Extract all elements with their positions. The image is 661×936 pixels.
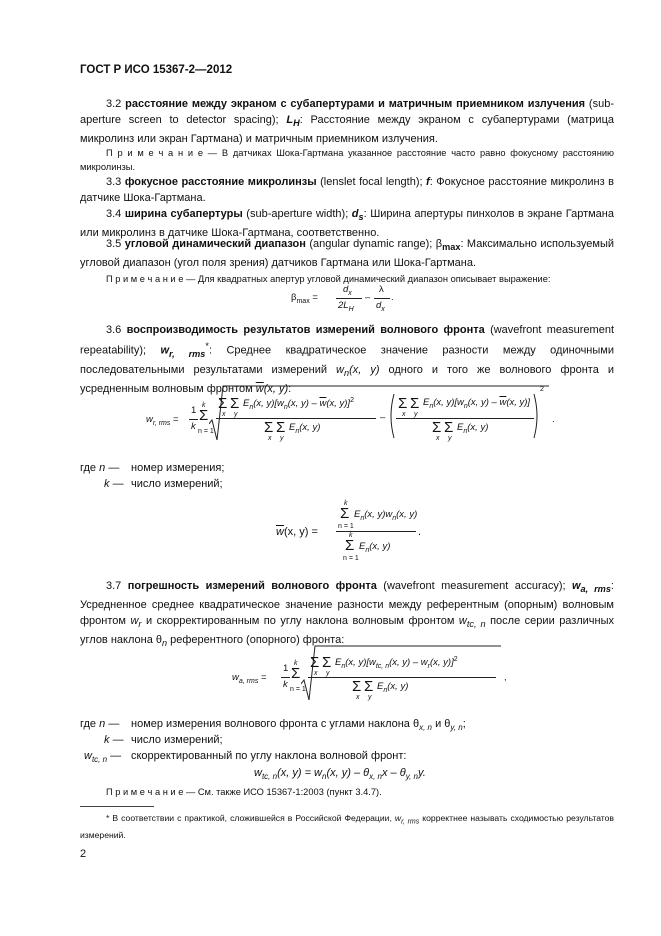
- symbol-sub: s: [358, 212, 364, 223]
- where-symbol: k: [104, 734, 110, 746]
- section-number: 3.2: [106, 98, 122, 110]
- formula-sub: y, n: [405, 772, 419, 782]
- formula-text: (x, y) –: [467, 397, 500, 408]
- fraction-bar: [308, 677, 496, 678]
- where-dash: —: [110, 750, 122, 762]
- formula-text: (x, y)[w: [345, 657, 376, 669]
- formula-text: E: [423, 397, 430, 408]
- symbol-sub: r, rms: [401, 818, 420, 826]
- note-3: [80, 785, 614, 799]
- formula-sub: y: [368, 694, 372, 701]
- formula-text: $\overline{w}$: [319, 398, 327, 410]
- definition: : Расстояние между экраном с субапертурами (матрица микролинз или экран Гартмана) и матричным приемником излучения.: [80, 114, 614, 146]
- where-text: и θ: [432, 718, 451, 730]
- where-text: число измерений;: [131, 478, 223, 490]
- formula-sub: n: [295, 427, 300, 435]
- formula-text: –: [365, 292, 371, 303]
- formula-text: (x, y)]: [326, 398, 351, 410]
- formula-text: (x, y): [396, 509, 418, 520]
- where-dash: —: [112, 478, 124, 490]
- formula-text: =: [312, 292, 318, 303]
- formula-text: (x, y) – θ: [326, 767, 370, 779]
- formula-text: k: [191, 421, 196, 432]
- symbol-sub: r, rms: [169, 348, 206, 359]
- symbol-sub: H: [293, 118, 300, 129]
- formula-sub: y: [414, 411, 418, 418]
- note-label: П р и м е ч а н и е: [106, 787, 184, 797]
- formula-text: Σ: [322, 654, 332, 671]
- footnote-text: В соответствии с практикой, сложившейся в Российской Федерации,: [109, 813, 395, 823]
- formula-sub: r, rms: [152, 419, 171, 427]
- formula-text: Σ: [432, 419, 442, 436]
- formula-text: d: [343, 284, 349, 295]
- formula-sub: max: [296, 297, 310, 305]
- definition: : Фокусное расстояние микролинз в датчике Шока-Гартмана.: [80, 176, 614, 204]
- formula-sub: k: [202, 402, 206, 409]
- symbol: w: [130, 615, 139, 628]
- where-symbol: n: [99, 462, 106, 474]
- definition: : Среднее квадратическое значение разности между одиночными последовательными результатами измерений: [80, 344, 614, 376]
- formula-text: E: [359, 541, 366, 552]
- formula-text: x – θ: [382, 767, 406, 779]
- formula-sub: y: [234, 411, 238, 418]
- definition: : Ширина апертуры пинхолов в экране Гартмана или микролинз в датчике Шока-Гартмана, соответственно.: [80, 208, 614, 240]
- symbol: w: [336, 363, 344, 376]
- formula-sub: a, rms: [238, 677, 259, 685]
- formula-sub: x: [268, 435, 272, 442]
- formula-sub: n = 1: [290, 686, 306, 693]
- term: угловой динамический диапазон: [124, 238, 306, 250]
- formula-text: $\overline{w}$: [499, 397, 507, 408]
- formula-text: (x, y)]: [506, 397, 531, 408]
- formula-sub: k: [294, 660, 298, 667]
- symbol: f: [426, 176, 430, 188]
- formula-sub: n: [283, 404, 288, 412]
- formula-text: Σ: [276, 419, 286, 436]
- formula-sub: n: [463, 402, 468, 410]
- formula-text: .: [391, 292, 394, 303]
- section-3-3: [80, 174, 614, 206]
- footnote-mark: *: [205, 341, 209, 351]
- footnote-text: корректнее называть сходимостью результатов измерений.: [80, 813, 614, 840]
- formula-text: (x, y): [283, 526, 309, 538]
- formula-sub: k: [349, 532, 353, 539]
- formula-text: 1: [283, 663, 289, 674]
- fraction-bar: [189, 419, 198, 420]
- definition: одного и того же волнового фронта и усредненным волновым фронтом: [80, 363, 614, 396]
- formula-sub: x: [348, 289, 352, 297]
- fraction-bar: [336, 531, 416, 532]
- symbol: d: [351, 208, 359, 220]
- formula-sub: y: [326, 670, 330, 677]
- definition: : Усредненное среднее квадратическое значение разности между референтным (опорным) волновым фронтом: [80, 580, 614, 628]
- symbol: w: [458, 615, 467, 628]
- formula-text: 1: [191, 405, 197, 416]
- formula-text: (x, y)w: [364, 509, 393, 520]
- formula-text: $\overline{w}$: [276, 526, 284, 538]
- term-english: (wavefront measurement repeatability);: [80, 324, 615, 357]
- note-label: П р и м е ч а н и е: [106, 274, 184, 284]
- footnote: [80, 812, 614, 842]
- formula-text: E: [243, 398, 250, 410]
- definition: референтного (опорного) фронта:: [167, 634, 345, 647]
- formula-text: E: [289, 422, 296, 433]
- formula-text: Σ: [352, 678, 362, 695]
- section-3-7: [80, 578, 614, 652]
- formula-sub: tc, n: [375, 663, 390, 671]
- term: расстояние между экраном с субапертурами и матричным приемником излучения: [125, 98, 586, 110]
- formula-sub: n: [429, 402, 434, 410]
- formula-text: 2L: [338, 300, 349, 311]
- formula-sub: 2: [350, 397, 354, 404]
- formula-text: w: [232, 672, 239, 683]
- formula-text: ,: [504, 672, 507, 683]
- note-label: П р и м е ч а н и е: [106, 148, 204, 158]
- formula-text: (x, y)[w: [253, 398, 284, 410]
- definition: после серии различных углов наклона: [80, 615, 614, 647]
- symbol: θ: [155, 634, 162, 647]
- formula-text: β: [291, 292, 297, 303]
- where-dash: —: [108, 718, 120, 730]
- formula-text: Σ: [310, 654, 320, 671]
- fraction-bar: [374, 298, 390, 299]
- term: погрешность измерений волнового фронта: [127, 580, 377, 592]
- formula-sub: 2: [453, 656, 458, 663]
- formula-text: Σ: [230, 395, 240, 412]
- formula-text: E: [457, 422, 464, 433]
- where-text: номер измерения волнового фронта с углами наклона θ: [131, 718, 420, 730]
- term-english: (angular dynamic range);: [305, 238, 436, 250]
- formula-sub: tc, n: [261, 772, 278, 782]
- formula-text: Σ: [345, 537, 355, 554]
- where-symbol: n: [99, 718, 106, 730]
- formula-text: (x, y) –: [287, 398, 320, 410]
- where-sub: y, n: [450, 723, 463, 733]
- where-dash: —: [108, 462, 120, 474]
- formula-sub: n: [383, 686, 388, 694]
- where-sub: tc, n: [91, 755, 108, 765]
- formula-sub: x, n: [369, 772, 382, 782]
- symbol-arg: (x, y): [349, 363, 380, 376]
- section-3-5: [80, 236, 614, 271]
- note-text: — Для квадратных апертур угловой динамический диапазон описывает выражение:: [183, 274, 551, 284]
- formula-tilt-correction: [254, 767, 426, 781]
- note-1: [80, 146, 614, 174]
- fraction-bar: [281, 677, 290, 678]
- where-dash: —: [112, 734, 124, 746]
- term: фокусное расстояние микролинзы: [124, 176, 317, 188]
- formula-text: =: [260, 672, 267, 683]
- footnote-mark: *: [106, 813, 110, 823]
- symbol: L: [286, 114, 294, 126]
- where-sub: x, n: [419, 723, 433, 733]
- formula-sub: k: [344, 500, 348, 507]
- formula-text: d: [376, 300, 382, 311]
- formula-sub: n = 1: [198, 428, 214, 435]
- symbol: w: [160, 344, 170, 357]
- formula-text: y.: [418, 767, 426, 779]
- formula-sub: n: [341, 663, 346, 671]
- symbol-sub: tc, n: [466, 619, 486, 630]
- formula-text: (x, y): [369, 541, 391, 552]
- symbol-sub: r: [138, 619, 142, 630]
- formula-sub: n: [463, 427, 468, 435]
- formula-text: E: [354, 509, 361, 520]
- term: воспроизводимость результатов измерений волнового фронта: [126, 324, 485, 336]
- where-text: ;: [462, 718, 466, 730]
- term-english: (wavefront measurement accuracy);: [376, 580, 572, 592]
- formula-sub: x: [314, 670, 318, 677]
- formula-text: (x, y): [387, 681, 409, 692]
- symbol-sub: n: [162, 638, 168, 649]
- formula-text: –: [380, 412, 386, 423]
- definition: и скорректированным по углу наклона волновым фронтом: [141, 615, 459, 628]
- formula-text: Σ: [199, 407, 209, 424]
- page-header: ГОСТ Р ИСО 15367-2—2012: [80, 64, 233, 76]
- formula-text: Σ: [410, 395, 420, 412]
- formula-text: Σ: [291, 665, 301, 682]
- section-number: 3.4: [106, 208, 122, 220]
- fraction-bar: [336, 298, 362, 299]
- formula-text: Σ: [218, 395, 228, 412]
- formula-text: w: [146, 414, 153, 425]
- formula-text: k: [283, 679, 288, 690]
- formula-text: (x, y): [299, 422, 321, 433]
- where-symbol: w: [84, 750, 92, 762]
- note-text: — В датчиках Шока-Гартмана указанное расстояние часто равно фокусному расстоянию микролинзы.: [80, 148, 614, 172]
- formula-sub: y: [280, 435, 284, 442]
- formula-text: E: [335, 657, 342, 669]
- footnote-separator: [80, 806, 154, 807]
- formula-sub: x: [402, 411, 406, 418]
- symbol: w: [394, 813, 402, 823]
- formula-sub: n: [249, 404, 254, 412]
- formula-text: Σ: [364, 678, 374, 695]
- formula-sub: 2: [540, 386, 544, 393]
- definition: :: [288, 383, 292, 396]
- where-text: скорректированный по углу наклона волновой фронт:: [131, 750, 407, 762]
- symbol-sub: a, rms: [580, 584, 611, 595]
- formula-sub: x: [222, 411, 226, 418]
- symbol: w: [571, 580, 581, 592]
- formula-text: w: [254, 767, 262, 779]
- formula-sub: x: [356, 694, 360, 701]
- formula-text: Σ: [264, 419, 274, 436]
- formula-text: λ: [379, 284, 384, 295]
- formula-sub: x: [436, 435, 440, 442]
- formula-text: .: [418, 526, 422, 538]
- term-english: (sub-aperture screen to detector spacing);: [80, 98, 614, 126]
- formula-text: (x, y): [467, 422, 489, 433]
- term-english: (lenslet focal length);: [316, 176, 427, 188]
- formula-text: Σ: [444, 419, 454, 436]
- formula-text: (x, y)]: [429, 657, 454, 669]
- formula-text: (x, y)[w: [433, 397, 464, 408]
- definition: : Максимально используемый угловой диапазон (угол поля зрения) датчиков Гартмана или Шока-Гартмана.: [80, 238, 614, 270]
- formula-sub: n: [360, 514, 365, 522]
- formula-text: .: [552, 414, 555, 425]
- symbol: β: [435, 238, 443, 250]
- fraction-bar: [216, 418, 376, 419]
- symbol-arg: (x, y): [263, 383, 289, 396]
- where-symbol: k: [104, 478, 110, 490]
- section-number: 3.7: [106, 580, 122, 592]
- page-number: 2: [80, 848, 87, 860]
- section-3-2: [80, 96, 614, 147]
- symbol-sub: max: [442, 242, 461, 253]
- formula-sub: H: [348, 305, 354, 313]
- formula-text: (x, y) = w: [277, 767, 322, 779]
- symbol: $\overline{w}$: [255, 383, 264, 396]
- where-text: номер измерения;: [131, 462, 225, 474]
- formula-sub: x: [381, 305, 385, 313]
- formula-text: E: [377, 681, 384, 692]
- section-number: 3.6: [106, 324, 122, 336]
- note-text: — См. также ИСО 15367-1:2003 (пункт 3.4.7).: [183, 787, 382, 797]
- term: ширина субапертуры: [124, 208, 243, 220]
- fraction-bar: [396, 418, 534, 419]
- formula-text: =: [311, 526, 318, 538]
- formula-sub: r: [427, 663, 430, 671]
- formula-sub: n = 1: [338, 523, 354, 530]
- formula-sub: n: [365, 546, 370, 554]
- section-number: 3.5: [106, 238, 122, 250]
- formula-sub: y: [448, 435, 452, 442]
- formula-sub: n = 1: [343, 555, 359, 562]
- term-english: (sub-aperture width);: [242, 208, 352, 220]
- formula-sub: n: [392, 514, 397, 522]
- formula-text: Σ: [340, 505, 350, 522]
- section-number: 3.3: [106, 176, 122, 188]
- formula-text: (x, y) – w: [389, 657, 428, 669]
- formula-text: Σ: [398, 395, 408, 412]
- formula-sub: n: [322, 772, 327, 782]
- formula-text: =: [173, 414, 179, 425]
- where-text: число измерений;: [131, 734, 223, 746]
- symbol-sub: n: [343, 368, 350, 379]
